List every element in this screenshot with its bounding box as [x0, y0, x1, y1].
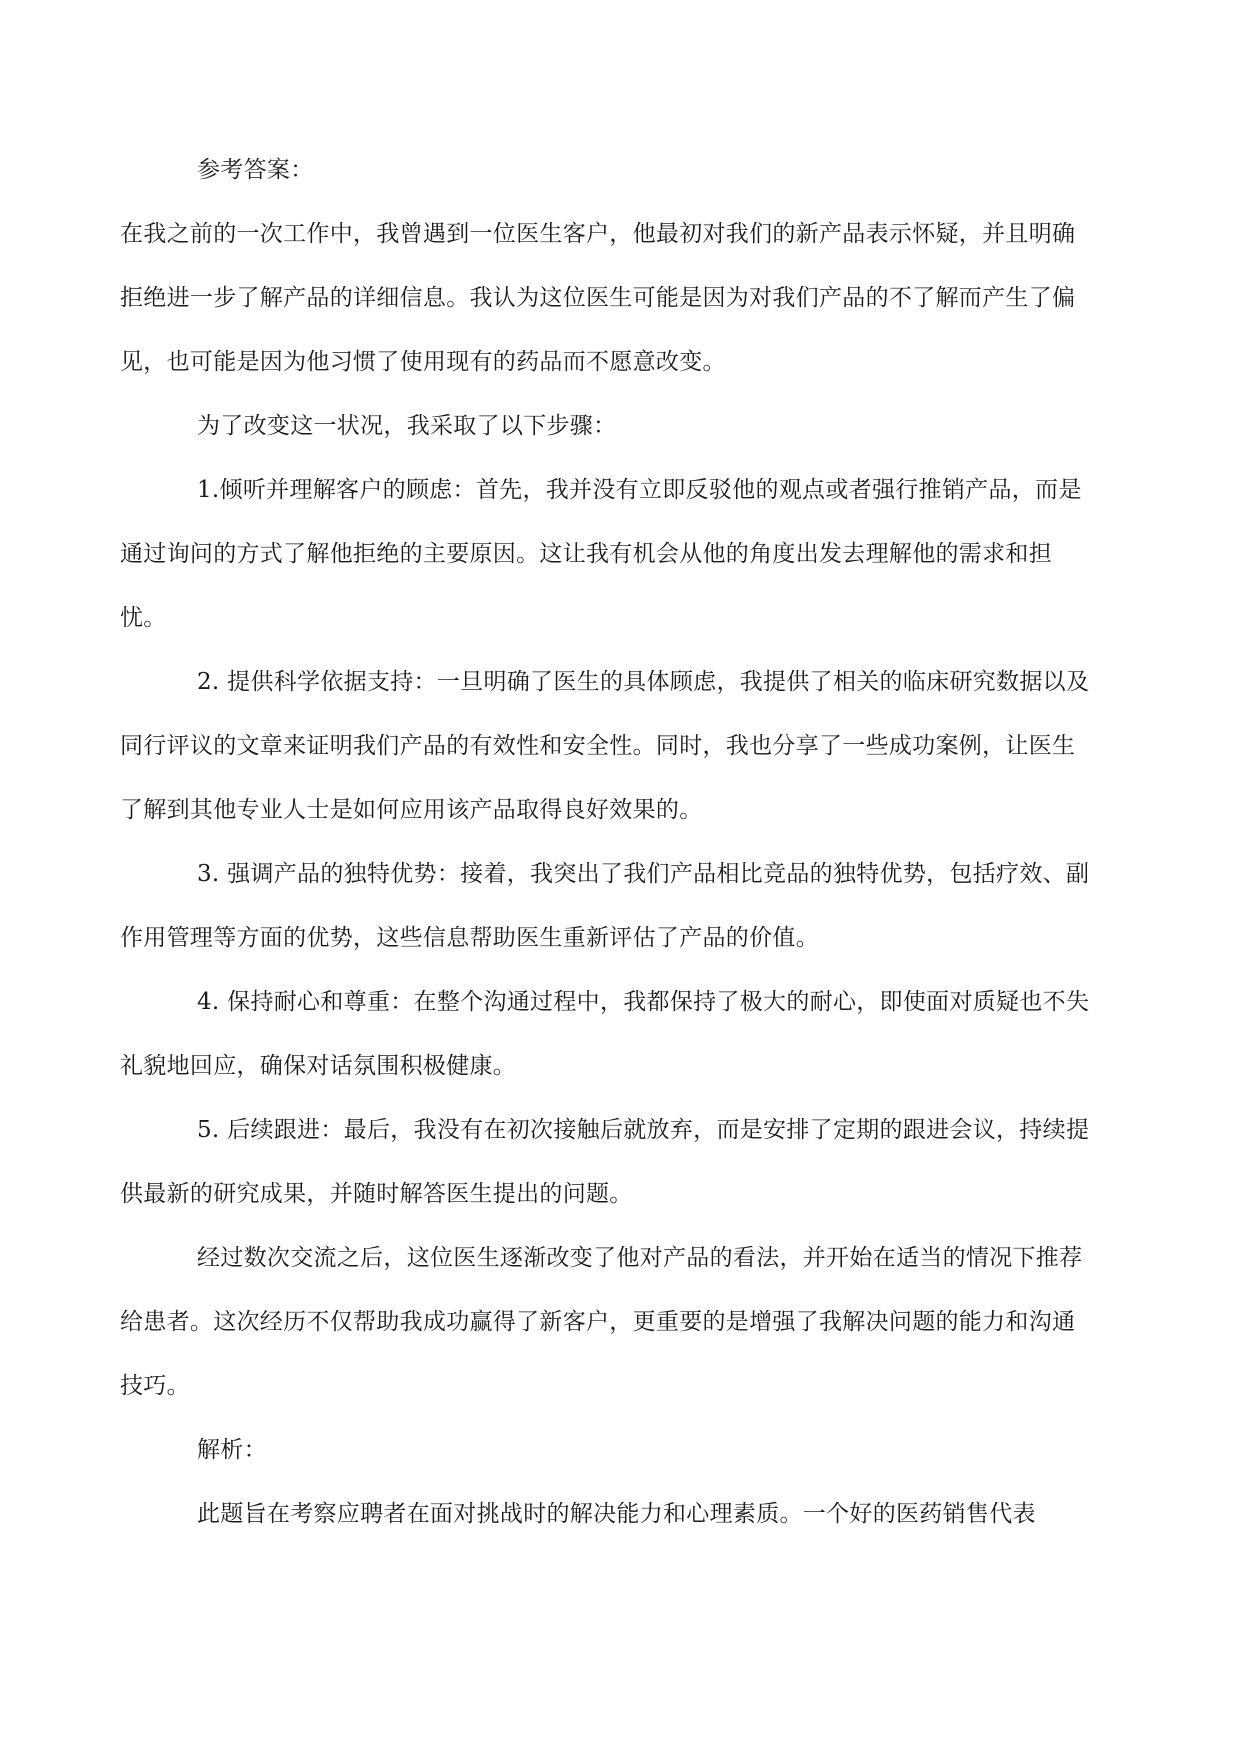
intro-paragraph: 在我之前的一次工作中，我曾遇到一位医生客户，他最初对我们的新产品表示怀疑，并且明确拒绝进一步了解产品的详细信息。我认为这位医生可能是因为对我们产品的不了解而产生了偏见，也可能是因为他习惯了使用现有的药品而不愿意改变。	[120, 221, 1076, 375]
step-item: 4. 保持耐心和尊重：在整个沟通过程中，我都保持了极大的耐心，即使面对质疑也不失礼貌地回应，确保对话氛围积极健康。	[120, 989, 1090, 1079]
steps-intro: 为了改变这一状况，我采取了以下步骤：	[197, 413, 617, 439]
step-item: 5. 后续跟进：最后，我没有在初次接触后就放弃，而是安排了定期的跟进会议，持续提供最新的研究成果，并随时解答医生提出的问题。	[120, 1117, 1090, 1207]
step-item: 1.倾听并理解客户的顾虑：首先，我并没有立即反驳他的观点或者强行推销产品，而是通过询问的方式了解他拒绝的主要原因。这让我有机会从他的角度出发去理解他的需求和担忧。	[120, 477, 1082, 631]
answer-heading: 参考答案：	[197, 157, 314, 183]
outcome-paragraph: 经过数次交流之后，这位医生逐渐改变了他对产品的看法，并开始在适当的情况下推荐给患者。这次经历不仅帮助我成功赢得了新客户，更重要的是增强了我解决问题的能力和沟通技巧。	[120, 1245, 1083, 1399]
step-item: 2. 提供科学依据支持：一旦明确了医生的具体顾虑，我提供了相关的临床研究数据以及同行评议的文章来证明我们产品的有效性和安全性。同时，我也分享了一些成功案例，让医生了解到其他专业人士是如何应用该产品取得良好效果的。	[120, 669, 1090, 823]
analysis-paragraph: 此题旨在考察应聘者在面对挑战时的解决能力和心理素质。一个好的医药销售代表	[197, 1501, 1036, 1527]
analysis-heading: 解析：	[197, 1437, 267, 1463]
step-item: 3. 强调产品的独特优势：接着，我突出了我们产品相比竞品的独特优势，包括疗效、副作用管理等方面的优势，这些信息帮助医生重新评估了产品的价值。	[120, 861, 1090, 951]
document-body	[120, 138, 1095, 1546]
